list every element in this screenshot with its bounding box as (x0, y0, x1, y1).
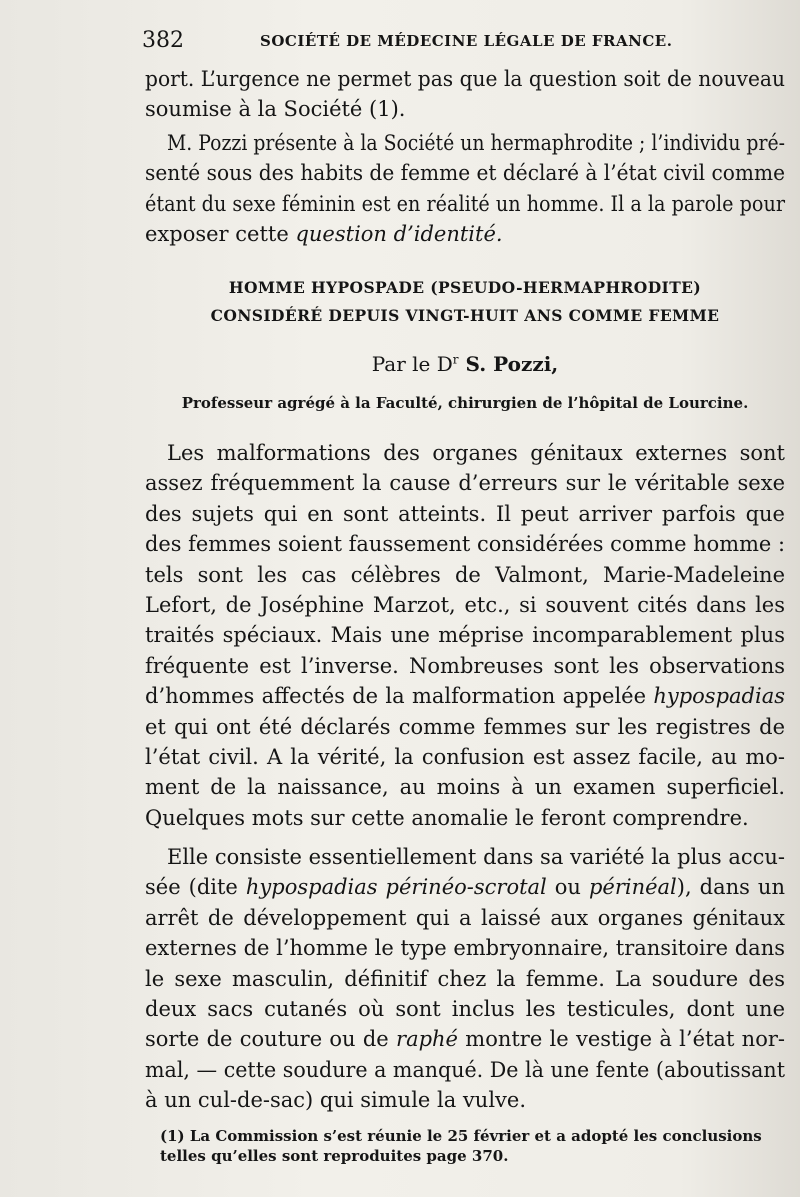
byline-superscript: r (452, 352, 459, 367)
text-line: étant du sexe féminin est en réalité un homme. Il a la parole pour (145, 191, 785, 216)
text-run: ou (546, 875, 589, 900)
text-line: Elle consiste essentiellement dans sa variété la plus accu- (167, 845, 785, 869)
text-line (145, 681, 785, 711)
footnote-line: telles qu’elles sont reproduites page 370. (160, 1147, 509, 1165)
text-line: traités spéciaux. Mais une méprise incomparablement plus (145, 623, 785, 648)
text-line: le sexe masculin, définitif chez la femme. La soudure des (145, 966, 785, 991)
text-line: l’état civil. A la vérité, la confusion est assez facile, au mo- (145, 745, 785, 770)
text-line (145, 219, 785, 249)
text-run: exposer cette (145, 222, 296, 247)
italic-term: raphé (396, 1027, 458, 1052)
title-line-2: CONSIDÉRÉ DEPUIS VINGT-HUIT ANS COMME FEMME (210, 306, 720, 325)
text-line: externes de l’homme le type embryonnaire, transitoire dans (145, 936, 785, 961)
text-line: à un cul-de-sac) qui simule la vulve. (145, 1088, 527, 1113)
intro-paragraph (145, 64, 785, 125)
text-line: soumise à la Société (1). (145, 97, 406, 122)
text-line: Lefort, de Joséphine Marzot, etc., si souvent cités dans les (145, 593, 785, 618)
text-line: tels sont les cas célèbres de Valmont, Marie-Madeleine (145, 562, 785, 587)
italic-term: hypospadias périnéo-scrotal (245, 875, 547, 900)
text-run: d’hommes affectés de la malformation appelée (145, 684, 654, 709)
author-affiliation: Professeur agrégé à la Faculté, chirurgien de l’hôpital de Lourcine. (181, 394, 749, 412)
article-title (145, 274, 785, 330)
text-line: ment de la naissance, au moins à un examen superficiel. (145, 775, 785, 800)
byline-prefix: Par le D (371, 352, 453, 376)
author-name: S. Pozzi, (458, 352, 559, 376)
body-paragraph-2 (145, 842, 785, 1116)
text-run: sorte de couture ou de (145, 1027, 397, 1052)
text-line: senté sous des habits de femme et déclaré à l’état civil comme (145, 161, 785, 186)
pozzi-paragraph (145, 128, 785, 250)
text-line: assez fréquemment la cause d’erreurs sur le véritable sexe (145, 471, 785, 496)
title-line-1: HOMME HYPOSPADE (PSEUDO-HERMAPHRODITE) (228, 278, 702, 297)
page-number: 382 (142, 28, 184, 53)
footnote-line: (1) La Commission s’est réunie le 25 février et a adopté les conclusions (160, 1127, 762, 1145)
text-line: Les malformations des organes génitaux externes sont (167, 441, 785, 465)
text-line: M. Pozzi présente à la Société un hermaphrodite ; l’individu pré- (167, 131, 785, 155)
running-title: SOCIÉTÉ DE MÉDECINE LÉGALE DE FRANCE. (260, 32, 673, 50)
running-header (140, 28, 770, 58)
text-run: ), dans un (676, 875, 785, 900)
text-line: fréquente est l’inverse. Nombreuses sont les observations (145, 653, 785, 678)
author-byline (145, 352, 785, 376)
text-line (145, 1024, 785, 1054)
text-line: des sujets qui en sont atteints. Il peut arriver parfois que (145, 501, 785, 526)
text-line: mal, — cette soudure a manqué. De là une fente (aboutissant (145, 1057, 785, 1082)
text-run: montre le vestige à l’état nor- (458, 1027, 785, 1052)
text-line (145, 872, 785, 902)
text-line: port. L’urgence ne permet pas que la question soit de nouveau (145, 67, 785, 91)
italic-term: question d’identité. (295, 222, 503, 247)
body-paragraph-1 (145, 438, 785, 833)
text-run: sée (dite (145, 875, 246, 900)
footnote (160, 1126, 790, 1166)
text-line: arrêt de développement qui a laissé aux organes génitaux (145, 905, 785, 930)
text-line: Quelques mots sur cette anomalie le feront comprendre. (145, 805, 749, 830)
text-line: et qui ont été déclarés comme femmes sur les registres de (145, 714, 785, 739)
italic-term: périnéal (588, 875, 677, 900)
text-line: des femmes soient faussement considérées comme homme : (145, 532, 785, 557)
italic-term: hypospadias (653, 684, 785, 709)
text-line: deux sacs cutanés où sont inclus les testicules, dont une (145, 997, 785, 1022)
